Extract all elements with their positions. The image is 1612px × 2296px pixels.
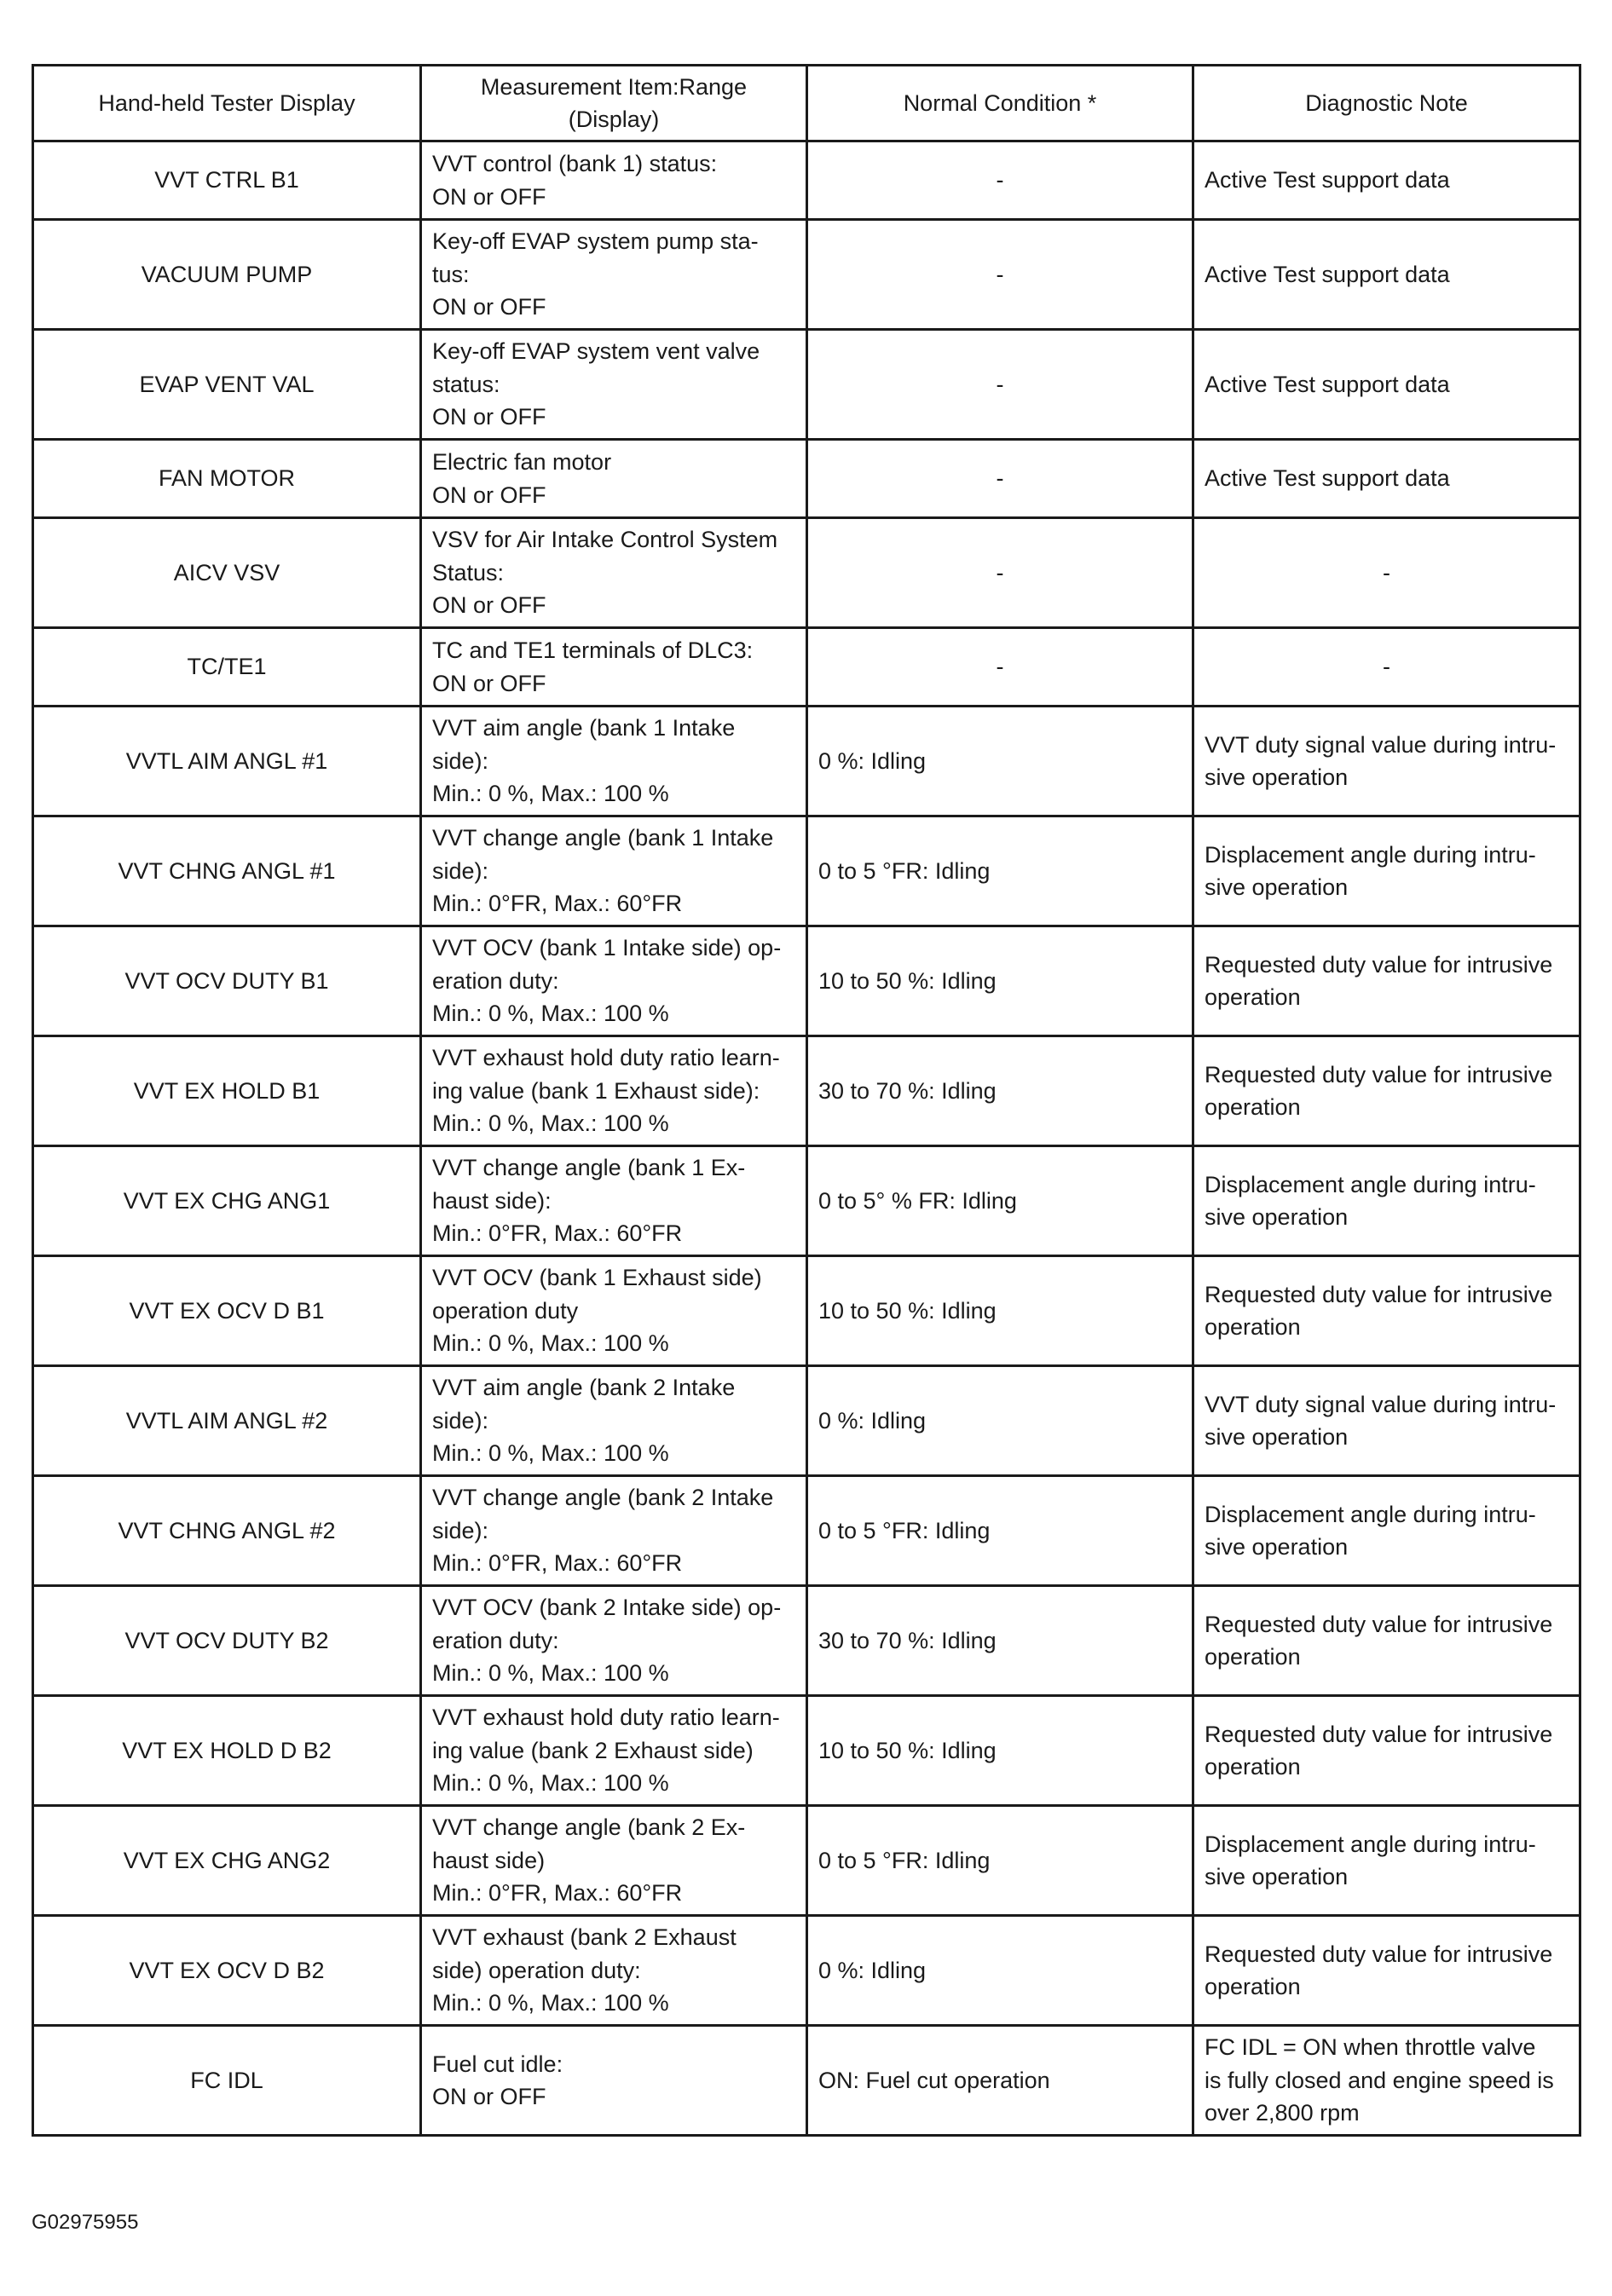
note-line: FC IDL = ON when throttle valve (1205, 2034, 1536, 2061)
table-row (33, 707, 1580, 816)
measurement-line: ing value (bank 1 Exhaust side): (432, 1077, 760, 1104)
measurement-line: VVT change angle (bank 1 Ex- (432, 1155, 746, 1181)
cell-normal-condition: 0 to 5 °FR: Idling (807, 1806, 1193, 1916)
measurement-line: operation duty (432, 1297, 579, 1324)
cell-measurement (421, 1476, 807, 1586)
figure-id: G02975955 (32, 2211, 139, 2234)
note-line: Active Test support data (1205, 261, 1450, 287)
measurement-line: eration duty: (432, 1627, 559, 1653)
measurement-line: TC and TE1 terminals of DLC3: (432, 637, 754, 663)
note-line: VVT duty signal value during intru- (1205, 1391, 1557, 1417)
measurement-line: side): (432, 857, 489, 884)
cell-diagnostic-note (1193, 1366, 1580, 1476)
cell-measurement (421, 518, 807, 628)
note-line: sive operation (1205, 1204, 1349, 1230)
note-line: sive operation (1205, 874, 1349, 900)
measurement-line: Key-off EVAP system pump sta- (432, 228, 759, 255)
measurement-line: VVT OCV (bank 1 Intake side) op- (432, 935, 782, 961)
cell-measurement (421, 1586, 807, 1696)
cell-display: VVT CHNG ANGL #2 (33, 1476, 421, 1586)
table-body (33, 141, 1580, 2136)
cell-measurement (421, 1696, 807, 1806)
note-line: operation (1205, 984, 1301, 1010)
header-measurement-line1: Measurement Item:Range (480, 73, 748, 100)
note-line: Displacement angle during intru- (1205, 1501, 1536, 1527)
cell-display: VVTL AIM ANGL #2 (33, 1366, 421, 1476)
measurement-line: VVT change angle (bank 2 Intake (432, 1485, 774, 1511)
note-line: Requested duty value for intrusive (1205, 1941, 1553, 1967)
cell-diagnostic-note (1193, 220, 1580, 330)
header-measurement-line2: (Display) (568, 107, 660, 132)
cell-normal-condition: 0 to 5 °FR: Idling (807, 816, 1193, 926)
note-line: VVT duty signal value during intru- (1205, 731, 1557, 758)
note-line: over 2,800 rpm (1205, 2100, 1360, 2126)
note-line: operation (1205, 1094, 1301, 1120)
table-row (33, 2026, 1580, 2136)
cell-measurement (421, 1366, 807, 1476)
measurement-line: ON or OFF (432, 404, 546, 430)
cell-diagnostic-note (1193, 2026, 1580, 2136)
cell-diagnostic-note (1193, 926, 1580, 1036)
cell-normal-condition: - (807, 141, 1193, 220)
measurement-line: Min.: 0 %, Max.: 100 % (432, 1990, 669, 2016)
cell-diagnostic-note (1193, 518, 1580, 628)
header-row (33, 66, 1580, 141)
table-row (33, 330, 1580, 440)
document (32, 64, 1579, 2137)
cell-display: VVT OCV DUTY B2 (33, 1586, 421, 1696)
note-line: operation (1205, 1974, 1301, 1999)
cell-display: VVTL AIM ANGL #1 (33, 707, 421, 816)
measurement-line: Min.: 0°FR, Max.: 60°FR (432, 1880, 683, 1907)
cell-display: FC IDL (33, 2026, 421, 2136)
measurement-line: VVT change angle (bank 2 Ex- (432, 1814, 746, 1841)
table-row (33, 1806, 1580, 1916)
cell-normal-condition: 0 %: Idling (807, 707, 1193, 816)
cell-normal-condition: - (807, 628, 1193, 707)
table-row (33, 1696, 1580, 1806)
note-line: operation (1205, 1314, 1301, 1340)
measurement-line: ON or OFF (432, 294, 546, 320)
cell-normal-condition: - (807, 330, 1193, 440)
measurement-line: ON or OFF (432, 183, 546, 210)
measurement-line: Min.: 0 %, Max.: 100 % (432, 781, 669, 807)
note-line: - (1383, 654, 1390, 680)
cell-display: VVT EX OCV D B2 (33, 1916, 421, 2026)
measurement-line: Status: (432, 559, 505, 586)
measurement-line: eration duty: (432, 967, 559, 994)
measurement-line: VVT OCV (bank 2 Intake side) op- (432, 1595, 782, 1621)
note-line: Displacement angle during intru- (1205, 841, 1536, 868)
cell-normal-condition: 10 to 50 %: Idling (807, 1256, 1193, 1366)
measurement-line: status: (432, 371, 500, 397)
measurement-line: Min.: 0 %, Max.: 100 % (432, 1770, 669, 1797)
table-row (33, 1146, 1580, 1256)
note-line: sive operation (1205, 764, 1349, 790)
table-row (33, 518, 1580, 628)
measurement-line: Min.: 0 %, Max.: 100 % (432, 1660, 669, 1687)
measurement-line: Fuel cut idle: (432, 2051, 563, 2077)
measurement-line: Min.: 0 %, Max.: 100 % (432, 1001, 669, 1027)
note-line: Active Test support data (1205, 167, 1450, 193)
note-line: Requested duty value for intrusive (1205, 1061, 1553, 1087)
measurement-line: side): (432, 1517, 489, 1543)
cell-display: VVT EX HOLD B1 (33, 1036, 421, 1146)
table-row (33, 816, 1580, 926)
note-line: - (1383, 559, 1390, 586)
measurement-line: VVT aim angle (bank 2 Intake (432, 1375, 736, 1401)
table-row (33, 1916, 1580, 2026)
cell-diagnostic-note (1193, 707, 1580, 816)
cell-display: TC/TE1 (33, 628, 421, 707)
table-row (33, 220, 1580, 330)
cell-diagnostic-note (1193, 1806, 1580, 1916)
table-row (33, 440, 1580, 518)
measurement-line: ON or OFF (432, 2084, 546, 2109)
measurement-line: VVT exhaust hold duty ratio learn- (432, 1705, 780, 1731)
cell-measurement (421, 926, 807, 1036)
measurement-line: VSV for Air Intake Control System (432, 527, 778, 553)
cell-display: EVAP VENT VAL (33, 330, 421, 440)
header-display: Hand-held Tester Display (33, 66, 421, 141)
note-line: operation (1205, 1754, 1301, 1780)
measurement-line: Min.: 0 %, Max.: 100 % (432, 1111, 669, 1137)
cell-measurement (421, 1036, 807, 1146)
measurement-line: ON or OFF (432, 670, 546, 696)
cell-measurement (421, 330, 807, 440)
cell-display: AICV VSV (33, 518, 421, 628)
measurement-line: VVT OCV (bank 1 Exhaust side) (432, 1265, 762, 1291)
table-row (33, 926, 1580, 1036)
table-row (33, 1586, 1580, 1696)
cell-measurement (421, 1256, 807, 1366)
cell-display: VVT EX CHG ANG1 (33, 1146, 421, 1256)
note-line: Requested duty value for intrusive (1205, 1281, 1553, 1307)
measurement-line: Min.: 0°FR, Max.: 60°FR (432, 1220, 683, 1247)
table-row (33, 1036, 1580, 1146)
measurement-line: VVT exhaust (bank 2 Exhaust (432, 1924, 737, 1951)
measurement-line: Electric fan motor (432, 449, 612, 475)
cell-normal-condition: 0 %: Idling (807, 1916, 1193, 2026)
note-line: sive operation (1205, 1864, 1349, 1889)
header-measurement (421, 66, 807, 141)
measurement-line: ON or OFF (432, 592, 546, 619)
cell-normal-condition: 10 to 50 %: Idling (807, 1696, 1193, 1806)
cell-measurement (421, 1146, 807, 1256)
cell-display: VVT EX HOLD D B2 (33, 1696, 421, 1806)
measurement-line: Min.: 0°FR, Max.: 60°FR (432, 891, 683, 917)
cell-diagnostic-note (1193, 1476, 1580, 1586)
cell-display: VVT OCV DUTY B1 (33, 926, 421, 1036)
measurement-line: VVT change angle (bank 1 Intake (432, 825, 774, 851)
measurement-line: Min.: 0 %, Max.: 100 % (432, 1330, 669, 1357)
note-line: Displacement angle during intru- (1205, 1171, 1536, 1197)
note-line: Displacement angle during intru- (1205, 1831, 1536, 1857)
cell-measurement (421, 141, 807, 220)
note-line: Requested duty value for intrusive (1205, 951, 1553, 978)
cell-diagnostic-note (1193, 628, 1580, 707)
cell-normal-condition: 0 %: Idling (807, 1366, 1193, 1476)
cell-normal-condition: ON: Fuel cut operation (807, 2026, 1193, 2136)
note-line: sive operation (1205, 1424, 1349, 1450)
header-normal-condition: Normal Condition * (807, 66, 1193, 141)
header-diagnostic-note: Diagnostic Note (1193, 66, 1580, 141)
cell-diagnostic-note (1193, 1146, 1580, 1256)
note-line: Requested duty value for intrusive (1205, 1721, 1553, 1747)
measurement-line: VVT control (bank 1) status: (432, 151, 718, 176)
note-line: is fully closed and engine speed is (1205, 2067, 1554, 2093)
table-row (33, 1476, 1580, 1586)
table-row (33, 1366, 1580, 1476)
cell-diagnostic-note (1193, 1916, 1580, 2026)
measurement-line: VVT exhaust hold duty ratio learn- (432, 1045, 780, 1071)
measurement-line: ON or OFF (432, 482, 546, 508)
cell-diagnostic-note (1193, 141, 1580, 220)
measurement-line: side) operation duty: (432, 1957, 641, 1983)
measurement-line: side): (432, 1407, 489, 1434)
cell-diagnostic-note (1193, 440, 1580, 518)
cell-display: VVT EX CHG ANG2 (33, 1806, 421, 1916)
cell-display: VACUUM PUMP (33, 220, 421, 330)
note-line: operation (1205, 1644, 1301, 1670)
cell-diagnostic-note (1193, 1586, 1580, 1696)
measurement-line: VVT aim angle (bank 1 Intake (432, 715, 736, 741)
cell-measurement (421, 220, 807, 330)
cell-normal-condition: - (807, 220, 1193, 330)
measurement-line: haust side) (432, 1847, 546, 1873)
cell-diagnostic-note (1193, 816, 1580, 926)
data-list-table (32, 64, 1581, 2137)
cell-normal-condition: - (807, 440, 1193, 518)
cell-normal-condition: 10 to 50 %: Idling (807, 926, 1193, 1036)
cell-measurement (421, 816, 807, 926)
cell-measurement (421, 1916, 807, 2026)
cell-diagnostic-note (1193, 1256, 1580, 1366)
cell-normal-condition: 30 to 70 %: Idling (807, 1586, 1193, 1696)
cell-normal-condition: 30 to 70 %: Idling (807, 1036, 1193, 1146)
note-line: sive operation (1205, 1534, 1349, 1560)
cell-diagnostic-note (1193, 1036, 1580, 1146)
note-line: Active Test support data (1205, 465, 1450, 492)
measurement-line: haust side): (432, 1187, 552, 1214)
cell-normal-condition: - (807, 518, 1193, 628)
cell-measurement (421, 2026, 807, 2136)
table-row (33, 628, 1580, 707)
table-row (33, 1256, 1580, 1366)
cell-normal-condition: 0 to 5 °FR: Idling (807, 1476, 1193, 1586)
cell-normal-condition: 0 to 5° % FR: Idling (807, 1146, 1193, 1256)
cell-display: VVT EX OCV D B1 (33, 1256, 421, 1366)
table-row (33, 141, 1580, 220)
measurement-line: side): (432, 747, 489, 774)
measurement-line: Min.: 0°FR, Max.: 60°FR (432, 1550, 683, 1577)
cell-measurement (421, 440, 807, 518)
cell-measurement (421, 628, 807, 707)
cell-display: VVT CTRL B1 (33, 141, 421, 220)
measurement-line: ing value (bank 2 Exhaust side) (432, 1737, 754, 1763)
measurement-line: Min.: 0 %, Max.: 100 % (432, 1440, 669, 1467)
note-line: Active Test support data (1205, 371, 1450, 397)
cell-measurement (421, 707, 807, 816)
note-line: Requested duty value for intrusive (1205, 1611, 1553, 1637)
measurement-line: tus: (432, 261, 470, 287)
cell-diagnostic-note (1193, 330, 1580, 440)
cell-measurement (421, 1806, 807, 1916)
cell-display: VVT CHNG ANGL #1 (33, 816, 421, 926)
measurement-line: Key-off EVAP system vent valve (432, 338, 760, 365)
cell-display: FAN MOTOR (33, 440, 421, 518)
cell-diagnostic-note (1193, 1696, 1580, 1806)
